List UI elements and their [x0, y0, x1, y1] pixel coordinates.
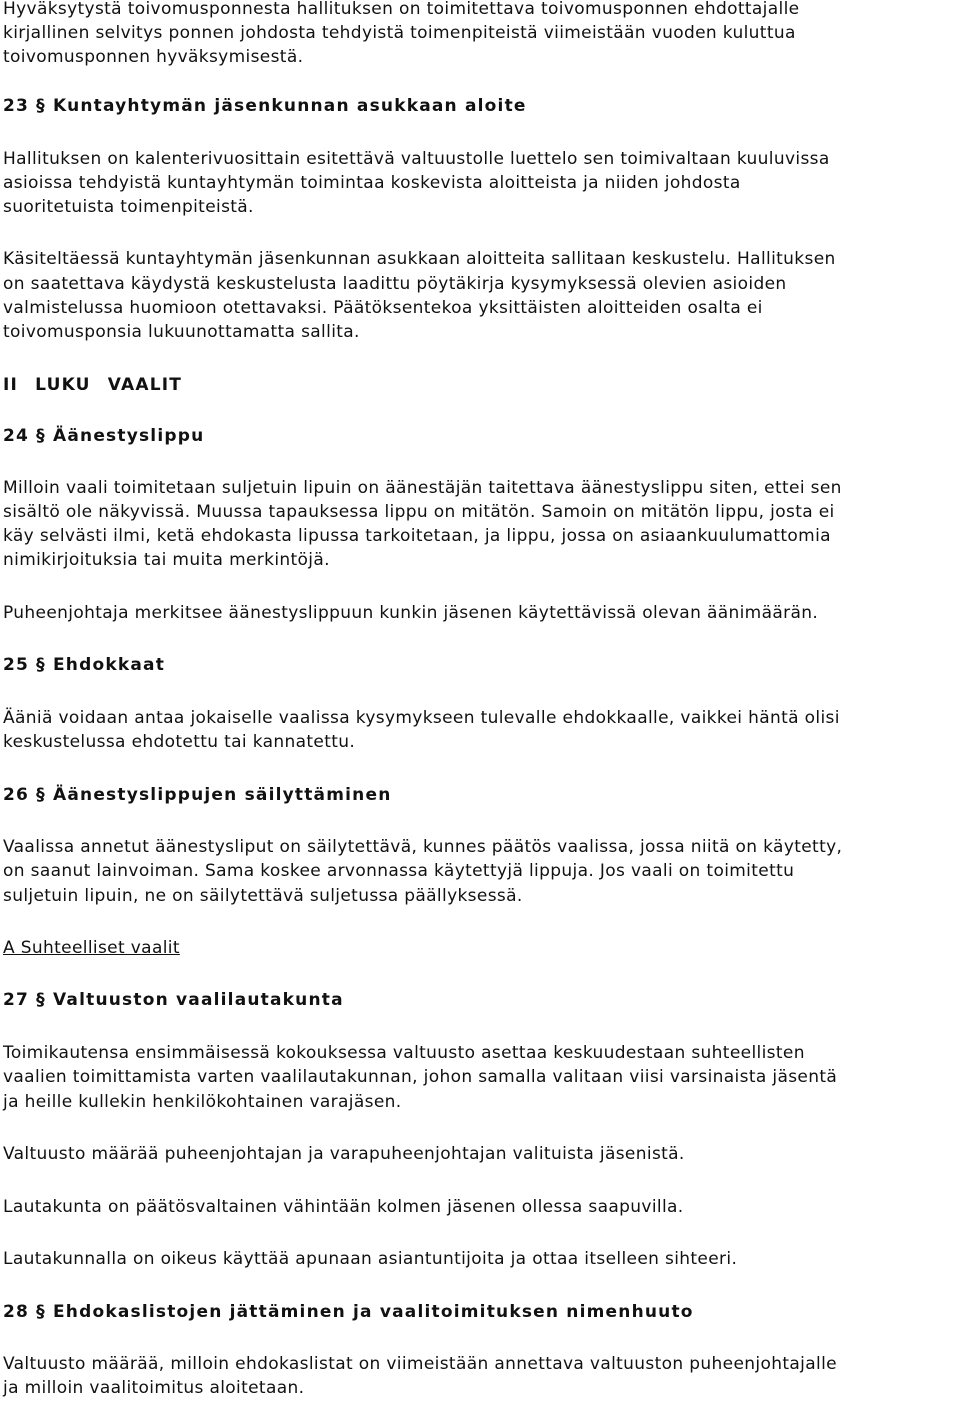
paragraph-line: suljetuin lipuin, ne on säilytettävä suljetussa päällyksessä.: [3, 886, 523, 906]
paragraph-line: ja heille kullekin henkilökohtainen varajäsen.: [3, 1092, 402, 1112]
paragraph-line: Käsiteltäessä kuntayhtymän jäsenkunnan asukkaan aloitteita sallitaan keskustelu. Hallituksen: [3, 249, 836, 269]
paragraph-line: käy selvästi ilmi, ketä ehdokasta lipussa tarkoitetaan, ja lippu, jossa on asiaankuulumattomia: [3, 526, 831, 546]
paragraph-line: Puheenjohtaja merkitsee äänestyslippuun kunkin jäsenen käytettävissä olevan äänimäärän.: [3, 603, 819, 623]
paragraph-line: Milloin vaali toimitetaan suljetuin lipuin on äänestäjän taitettava äänestyslippu siten, ettei sen: [3, 478, 842, 498]
chapter-heading: II LUKU VAALIT: [3, 375, 183, 395]
subheading-proportional-elections: A Suhteelliset vaalit: [3, 938, 180, 958]
section-27-heading: 27 § Valtuuston vaalilautakunta: [3, 990, 344, 1010]
paragraph-line: kirjallinen selvitys ponnen johdosta tehdyistä toimenpiteistä viimeistään vuoden kuluttua: [3, 23, 796, 43]
paragraph-line: nimikirjoituksia tai muita merkintöjä.: [3, 550, 330, 570]
paragraph-line: Hallituksen on kalenterivuosittain esitettävä valtuustolle luettelo sen toimivaltaan kuuluvissa: [3, 149, 830, 169]
paragraph-line: ja milloin vaalitoimitus aloitetaan.: [3, 1378, 305, 1398]
section-25-heading: 25 § Ehdokkaat: [3, 655, 166, 675]
paragraph-line: keskustelussa ehdotettu tai kannatettu.: [3, 732, 356, 752]
paragraph-line: Valtuusto määrää puheenjohtajan ja varapuheenjohtajan valituista jäsenistä.: [3, 1144, 685, 1164]
paragraph-line: vaalien toimittamista varten vaalilautakunnan, johon samalla valitaan viisi varsinaista jäsentä: [3, 1067, 838, 1087]
paragraph-line: suoritetuista toimenpiteistä.: [3, 197, 254, 217]
paragraph-line: Lautakunta on päätösvaltainen vähintään kolmen jäsenen ollessa saapuvilla.: [3, 1197, 684, 1217]
section-26-heading: 26 § Äänestyslippujen säilyttäminen: [3, 785, 392, 805]
section-28-heading: 28 § Ehdokaslistojen jättäminen ja vaalitoimituksen nimenhuuto: [3, 1302, 694, 1322]
paragraph-line: Hyväksytystä toivomusponnesta hallituksen on toimitettava toivomusponnen ehdottajalle: [3, 0, 800, 19]
paragraph-line: valmistelussa huomioon otettavaksi. Päätöksentekoa yksittäisten aloitteiden osalta ei: [3, 298, 763, 318]
paragraph-line: Valtuusto määrää, milloin ehdokaslistat on viimeistään annettava valtuuston puheenjohtajalle: [3, 1354, 837, 1374]
paragraph-line: on saanut lainvoiman. Sama koskee arvonnassa käytettyjä lippuja. Jos vaali on toimitettu: [3, 861, 795, 881]
paragraph-line: Vaalissa annetut äänestysliput on säilytettävä, kunnes päätös vaalissa, jossa niitä on käytetty,: [3, 837, 843, 857]
paragraph-line: toivomusponsia lukuunottamatta sallita.: [3, 322, 360, 342]
section-23-heading: 23 § Kuntayhtymän jäsenkunnan asukkaan aloite: [3, 96, 527, 116]
paragraph-line: toivomusponnen hyväksymisestä.: [3, 47, 304, 67]
paragraph-line: Toimikautensa ensimmäisessä kokouksessa valtuusto asettaa keskuudestaan suhteellisten: [3, 1043, 805, 1063]
paragraph-line: sisältö ole näkyvissä. Muussa tapauksessa lippu on mitätön. Samoin on mitätön lippu, josta ei: [3, 502, 835, 522]
paragraph-line: Lautakunnalla on oikeus käyttää apunaan asiantuntijoita ja ottaa itselleen sihteeri.: [3, 1249, 738, 1269]
paragraph-line: on saatettava käydystä keskustelusta laadittu pöytäkirja kysymyksessä olevien asioiden: [3, 274, 787, 294]
paragraph-line: Ääniä voidaan antaa jokaiselle vaalissa kysymykseen tulevalle ehdokkaalle, vaikkei häntä olisi: [3, 708, 840, 728]
paragraph-line: asioissa tehdyistä kuntayhtymän toimintaa koskevista aloitteista ja niiden johdosta: [3, 173, 741, 193]
section-24-heading: 24 § Äänestyslippu: [3, 426, 205, 446]
